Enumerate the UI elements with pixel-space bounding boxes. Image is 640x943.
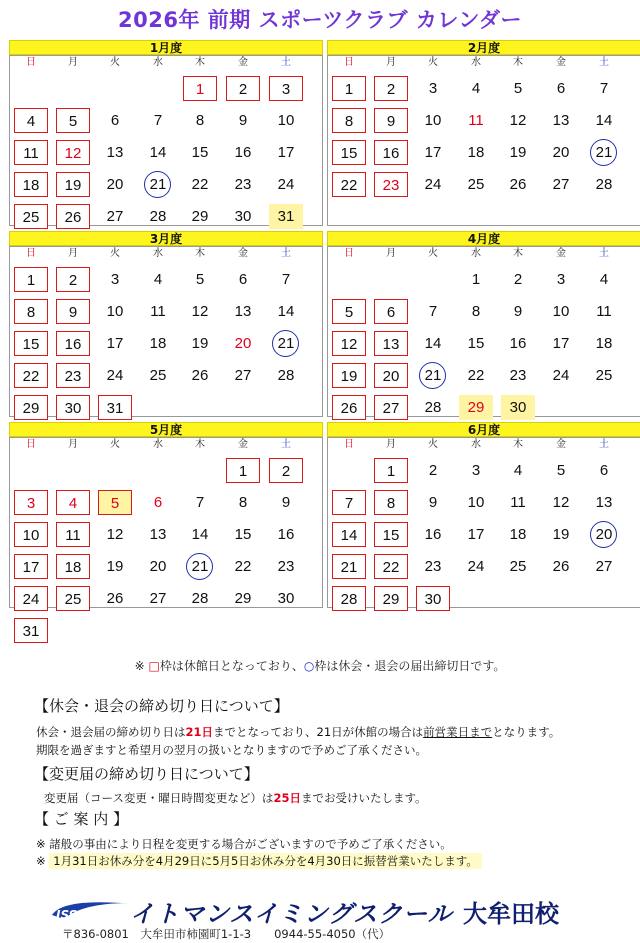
weekday-label: 金 (238, 57, 248, 68)
day-cell: 12 (332, 331, 366, 356)
day-cell: 16 (374, 140, 408, 165)
weekday-label: 金 (556, 248, 566, 259)
day-cell: 13 (374, 331, 408, 356)
weekday-label: 日 (344, 439, 354, 450)
day-cell: 26 (332, 395, 366, 420)
day-cell: 6 (238, 271, 248, 288)
day-cell: 24 (14, 586, 48, 611)
day-cell: 31 (98, 395, 132, 420)
weekday-label: 土 (281, 439, 291, 450)
day-cell: 6 (110, 112, 120, 129)
day-cell: 7 (195, 494, 205, 511)
day-cell: 17 (552, 335, 570, 352)
day-cell: 22 (14, 363, 48, 388)
day-cell: 15 (234, 526, 252, 543)
weekday-label: 木 (195, 248, 205, 259)
weekday-label: 日 (26, 439, 36, 450)
weekday-label: 月 (68, 439, 78, 450)
month-calendar (327, 231, 640, 417)
day-cell: 2 (513, 271, 523, 288)
day-cell: 23 (277, 558, 295, 575)
day-cell: 7 (153, 112, 163, 129)
day-cell: 26 (106, 590, 124, 607)
day-cell: 19 (56, 172, 90, 197)
day-cell: 14 (595, 112, 613, 129)
month-header: 1月度 (9, 40, 323, 55)
withdrawal-line-2: 期限を過ぎますと希望月の翌月の扱いとなりますので予めご了承ください。 (36, 743, 427, 757)
day-cell: 14 (149, 144, 167, 161)
weekday-label: 月 (386, 57, 396, 68)
day-cell: 12 (106, 526, 124, 543)
day-cell: 26 (191, 367, 209, 384)
day-cell: 23 (56, 363, 90, 388)
day-cell: 11 (510, 494, 526, 511)
month-calendar (327, 422, 640, 608)
day-cell: 1 (183, 76, 217, 101)
day-cell: 15 (467, 335, 485, 352)
weekday-label: 金 (238, 248, 248, 259)
weekday-label: 木 (513, 248, 523, 259)
month-calendar (9, 231, 323, 417)
day-cell: 18 (149, 335, 167, 352)
month-header: 6月度 (327, 422, 640, 437)
day-cell: 2 (428, 462, 438, 479)
day-cell: 28 (277, 367, 295, 384)
weekday-label: 水 (471, 248, 481, 259)
day-cell: 4 (513, 462, 523, 479)
day-cell: 10 (467, 494, 485, 511)
day-cell: 19 (191, 335, 209, 352)
day-cell: 27 (106, 208, 124, 225)
day-cell: 10 (14, 522, 48, 547)
month-grid (327, 437, 640, 608)
day-cell: 28 (149, 208, 167, 225)
month-header: 2月度 (327, 40, 640, 55)
day-cell: 9 (513, 303, 523, 320)
weekday-label: 土 (599, 248, 609, 259)
section-title-withdrawal: 【休会・退会の締め切り日について】 (34, 697, 289, 715)
weekday-label: 木 (195, 57, 205, 68)
day-cell: 3 (269, 76, 303, 101)
day-cell: 9 (374, 108, 408, 133)
day-cell: 3 (14, 490, 48, 515)
school-brand-name: イトマンスイミングスクール (130, 900, 453, 928)
day-cell: 10 (277, 112, 295, 129)
month-grid (9, 246, 323, 417)
day-cell: 16 (56, 331, 90, 356)
weekday-label: 月 (68, 248, 78, 259)
weekday-label: 土 (281, 57, 291, 68)
weekday-label: 日 (26, 57, 36, 68)
day-cell: 2 (226, 76, 260, 101)
month-grid (9, 55, 323, 226)
day-cell: 12 (509, 112, 527, 129)
day-cell: 4 (14, 108, 48, 133)
day-cell: 5 (556, 462, 566, 479)
day-cell: 25 (595, 367, 613, 384)
weekday-label: 火 (428, 57, 438, 68)
day-cell: 24 (467, 558, 485, 575)
day-cell: 22 (467, 367, 485, 384)
day-cell: 18 (467, 144, 485, 161)
day-cell: 20 (149, 558, 167, 575)
weekday-label: 火 (110, 439, 120, 450)
day-cell: 12 (56, 140, 90, 165)
day-cell: 8 (14, 299, 48, 324)
day-cell: 21 (269, 331, 303, 356)
legend-note: ※ □枠は休館日となっており、○枠は休会・退会の届出締切日です。 (134, 659, 506, 673)
day-cell: 22 (234, 558, 252, 575)
day-cell: 20 (587, 522, 621, 547)
day-cell: 6 (556, 80, 566, 97)
weekday-label: 水 (153, 439, 163, 450)
day-cell: 8 (332, 108, 366, 133)
weekday-label: 土 (599, 57, 609, 68)
day-cell: 10 (106, 303, 124, 320)
day-cell: 11 (14, 140, 48, 165)
guide-note-1: ※ 諸般の事由により日程を変更する場合がございますので予めご了承ください。 (36, 837, 452, 851)
guide-note-2: ※ 1月31日お休み分を4月29日に5月5日お休み分を4月30日に振替営業いたします。 (36, 853, 482, 869)
weekday-label: 水 (153, 57, 163, 68)
day-cell: 4 (153, 271, 163, 288)
day-cell: 1 (374, 458, 408, 483)
day-cell: 1 (226, 458, 260, 483)
day-cell: 19 (552, 526, 570, 543)
day-cell: 16 (509, 335, 527, 352)
day-cell: 7 (281, 271, 291, 288)
day-cell: 3 (471, 462, 481, 479)
day-cell: 31 (14, 618, 48, 643)
day-cell: 13 (552, 112, 570, 129)
day-cell: 15 (14, 331, 48, 356)
weekday-label: 金 (556, 439, 566, 450)
day-cell: 9 (428, 494, 438, 511)
weekday-label: 火 (428, 439, 438, 450)
day-cell: 11 (468, 112, 484, 129)
day-cell: 13 (106, 144, 124, 161)
day-cell: 14 (277, 303, 295, 320)
day-cell: 9 (281, 494, 291, 511)
change-line-1: 変更届（コース変更・曜日時間変更など）は25日までお受けいたします。 (44, 791, 427, 805)
day-cell: 19 (509, 144, 527, 161)
day-cell: 25 (14, 204, 48, 229)
day-cell: 4 (471, 80, 481, 97)
day-cell: 21 (183, 554, 217, 579)
month-header: 3月度 (9, 231, 323, 246)
day-cell: 25 (56, 586, 90, 611)
month-grid (327, 55, 640, 226)
withdrawal-line-1: 休会・退会届の締め切り日は21日までとなっており、21日が休館の場合は前営業日までとなります。 (36, 725, 561, 739)
weekday-label: 水 (471, 439, 481, 450)
day-cell: 20 (106, 176, 124, 193)
day-cell: 23 (374, 172, 408, 197)
day-cell: 13 (595, 494, 613, 511)
day-cell: 5 (332, 299, 366, 324)
school-address: 〒836-0801 大牟田市柿園町1-1-3 0944-55-4050（代） (62, 927, 391, 941)
day-cell: 3 (556, 271, 566, 288)
weekday-label: 木 (513, 439, 523, 450)
day-cell: 24 (106, 367, 124, 384)
day-cell: 3 (428, 80, 438, 97)
day-cell: 4 (599, 271, 609, 288)
day-cell: 12 (191, 303, 209, 320)
day-cell: 7 (428, 303, 438, 320)
day-cell: 6 (599, 462, 609, 479)
day-cell: 17 (277, 144, 295, 161)
day-cell: 28 (595, 176, 613, 193)
day-cell: 18 (595, 335, 613, 352)
weekday-label: 日 (344, 248, 354, 259)
day-cell: 25 (509, 558, 527, 575)
section-title-guide: 【 ご 案 内 】 (34, 810, 129, 828)
day-cell: 17 (106, 335, 124, 352)
day-cell: 18 (509, 526, 527, 543)
day-cell: 17 (424, 144, 442, 161)
day-cell: 11 (56, 522, 90, 547)
day-cell: 3 (110, 271, 120, 288)
school-branch-name: 大牟田校 (463, 900, 559, 928)
day-cell: 20 (234, 335, 252, 352)
month-calendar (9, 422, 323, 640)
day-cell: 7 (332, 490, 366, 515)
weekday-label: 水 (153, 248, 163, 259)
day-cell: 22 (191, 176, 209, 193)
day-cell: 27 (552, 176, 570, 193)
day-cell: 28 (424, 399, 442, 416)
day-cell: 26 (509, 176, 527, 193)
day-cell: 19 (106, 558, 124, 575)
weekday-label: 月 (68, 57, 78, 68)
day-cell: 5 (56, 108, 90, 133)
day-cell: 22 (374, 554, 408, 579)
day-cell: 15 (191, 144, 209, 161)
day-cell: 15 (374, 522, 408, 547)
weekday-label: 月 (386, 439, 396, 450)
day-cell: 1 (471, 271, 481, 288)
day-cell: 20 (552, 144, 570, 161)
day-cell: 25 (467, 176, 485, 193)
day-cell: 5 (513, 80, 523, 97)
day-cell: 14 (332, 522, 366, 547)
day-cell: 17 (467, 526, 485, 543)
circle-symbol: ○ (303, 659, 315, 673)
day-cell: 15 (332, 140, 366, 165)
weekday-label: 火 (428, 248, 438, 259)
page-title: 2026年 前期 スポーツクラブ カレンダー (118, 8, 522, 32)
day-cell: 9 (56, 299, 90, 324)
day-cell: 30 (501, 395, 535, 420)
month-header: 4月度 (327, 231, 640, 246)
section-title-change: 【変更届の締め切り日について】 (34, 765, 259, 783)
day-cell: 9 (238, 112, 248, 129)
day-cell: 30 (277, 590, 295, 607)
day-cell: 27 (374, 395, 408, 420)
month-header: 5月度 (9, 422, 323, 437)
day-cell: 17 (14, 554, 48, 579)
weekday-label: 金 (556, 57, 566, 68)
day-cell: 18 (14, 172, 48, 197)
day-cell: 1 (14, 267, 48, 292)
month-calendar (9, 40, 323, 226)
day-cell: 29 (191, 208, 209, 225)
day-cell: 31 (269, 204, 303, 229)
day-cell: 20 (374, 363, 408, 388)
day-cell: 30 (234, 208, 252, 225)
day-cell: 29 (234, 590, 252, 607)
day-cell: 8 (238, 494, 248, 511)
day-cell: 29 (14, 395, 48, 420)
weekday-label: 木 (513, 57, 523, 68)
day-cell: 30 (56, 395, 90, 420)
day-cell: 29 (374, 586, 408, 611)
weekday-label: 火 (110, 57, 120, 68)
day-cell: 6 (374, 299, 408, 324)
day-cell: 28 (191, 590, 209, 607)
weekday-label: 木 (195, 439, 205, 450)
day-cell: 21 (332, 554, 366, 579)
weekday-label: 土 (599, 439, 609, 450)
day-cell: 27 (234, 367, 252, 384)
day-cell: 28 (332, 586, 366, 611)
day-cell: 7 (599, 80, 609, 97)
day-cell: 23 (424, 558, 442, 575)
day-cell: 13 (234, 303, 252, 320)
day-cell: 16 (234, 144, 252, 161)
day-cell: 21 (587, 140, 621, 165)
month-calendar (327, 40, 640, 226)
day-cell: 29 (459, 395, 493, 420)
day-cell: 12 (552, 494, 570, 511)
day-cell: 16 (424, 526, 442, 543)
month-grid (9, 437, 323, 640)
weekday-label: 金 (238, 439, 248, 450)
day-cell: 8 (471, 303, 481, 320)
weekday-label: 日 (26, 248, 36, 259)
day-cell: 18 (56, 554, 90, 579)
day-cell: 5 (195, 271, 205, 288)
month-grid (327, 246, 640, 417)
day-cell: 10 (424, 112, 442, 129)
day-cell: 27 (595, 558, 613, 575)
day-cell: 4 (56, 490, 90, 515)
day-cell: 6 (153, 494, 163, 511)
day-cell: 24 (277, 176, 295, 193)
day-cell: 8 (374, 490, 408, 515)
day-cell: 22 (332, 172, 366, 197)
day-cell: 11 (596, 303, 612, 320)
day-cell: 27 (149, 590, 167, 607)
weekday-label: 月 (386, 248, 396, 259)
day-cell: 19 (332, 363, 366, 388)
weekday-label: 土 (281, 248, 291, 259)
day-cell: 16 (277, 526, 295, 543)
day-cell: 1 (332, 76, 366, 101)
day-cell: 2 (374, 76, 408, 101)
day-cell: 14 (191, 526, 209, 543)
day-cell: 24 (552, 367, 570, 384)
day-cell: 21 (141, 172, 175, 197)
day-cell: 10 (552, 303, 570, 320)
day-cell: 26 (552, 558, 570, 575)
day-cell: 21 (416, 363, 450, 388)
day-cell: 13 (149, 526, 167, 543)
day-cell: 30 (416, 586, 450, 611)
day-cell: 23 (509, 367, 527, 384)
weekday-label: 火 (110, 248, 120, 259)
logo-abbr: ISS (56, 908, 78, 922)
day-cell: 8 (195, 112, 205, 129)
day-cell: 14 (424, 335, 442, 352)
day-cell: 24 (424, 176, 442, 193)
day-cell: 25 (149, 367, 167, 384)
box-symbol: □ (148, 659, 160, 673)
day-cell: 2 (269, 458, 303, 483)
weekday-label: 水 (471, 57, 481, 68)
day-cell: 2 (56, 267, 90, 292)
weekday-label: 日 (344, 57, 354, 68)
day-cell: 5 (98, 490, 132, 515)
day-cell: 23 (234, 176, 252, 193)
day-cell: 11 (150, 303, 166, 320)
day-cell: 26 (56, 204, 90, 229)
